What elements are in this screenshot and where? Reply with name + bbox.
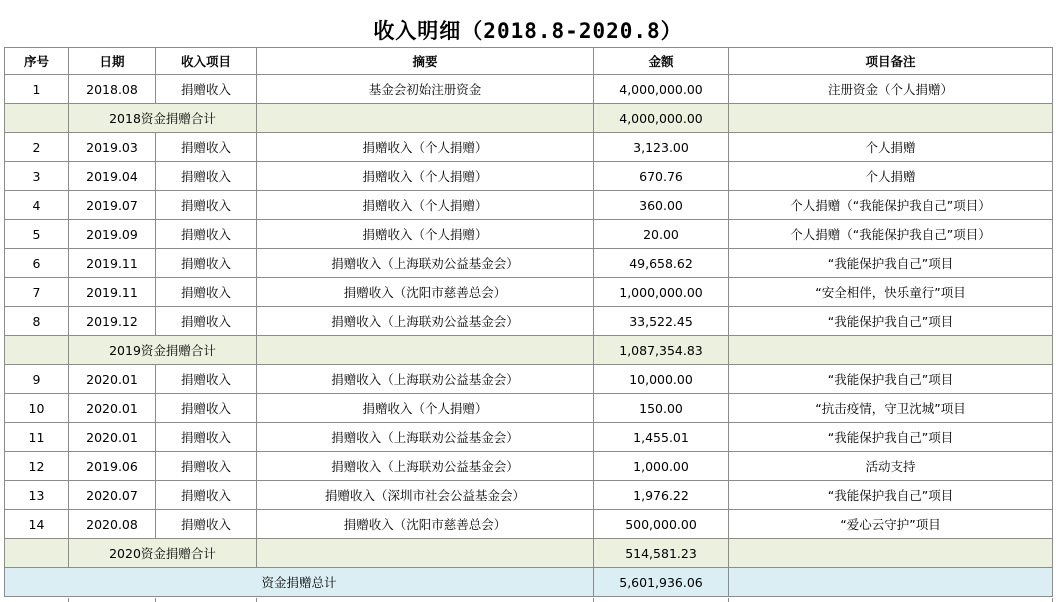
cell-date: 2019.04 (69, 162, 156, 191)
cell-item: 捐赠收入 (156, 510, 257, 539)
cell-item: 捐赠收入 (156, 278, 257, 307)
cell-empty (729, 539, 1053, 568)
gridline-stub (68, 598, 69, 602)
cell-remark: “安全相伴，快乐童行”项目 (729, 278, 1053, 307)
table-row (5, 394, 1053, 423)
cell-date: 2019.03 (69, 133, 156, 162)
cell-date: 2020.07 (69, 481, 156, 510)
cell-summary: 捐赠收入（个人捐赠） (257, 394, 594, 423)
cell-amount: 49,658.62 (594, 249, 729, 278)
cell-index: 6 (5, 249, 69, 278)
cell-remark: “抗击疫情，守卫沈城”项目 (729, 394, 1053, 423)
cell-item: 捐赠收入 (156, 394, 257, 423)
col-header-index: 序号 (5, 48, 69, 75)
cell-index: 13 (5, 481, 69, 510)
table-row (5, 307, 1053, 336)
subtotal-row-2019 (5, 336, 1053, 365)
cell-remark: “我能保护我自己”项目 (729, 481, 1053, 510)
subtotal-amount: 514,581.23 (594, 539, 729, 568)
cell-date: 2019.06 (69, 452, 156, 481)
cell-index: 4 (5, 191, 69, 220)
cell-date: 2020.01 (69, 394, 156, 423)
table-row (5, 249, 1053, 278)
table-row (5, 365, 1053, 394)
cell-amount: 1,976.22 (594, 481, 729, 510)
cell-amount: 1,455.01 (594, 423, 729, 452)
cell-remark: 个人捐赠（“我能保护我自己”项目） (729, 220, 1053, 249)
table-row (5, 278, 1053, 307)
income-detail-table (4, 47, 1053, 597)
subtotal-row-2020 (5, 539, 1053, 568)
cell-empty (257, 539, 594, 568)
cell-amount: 4,000,000.00 (594, 75, 729, 104)
gridline-stub (1052, 598, 1053, 602)
header-row (5, 48, 1053, 75)
cell-amount: 20.00 (594, 220, 729, 249)
subtotal-amount: 1,087,354.83 (594, 336, 729, 365)
cell-date: 2019.09 (69, 220, 156, 249)
cell-summary: 捐赠收入（深圳市社会公益基金会） (257, 481, 594, 510)
cell-item: 捐赠收入 (156, 481, 257, 510)
cell-index: 1 (5, 75, 69, 104)
cell-empty (5, 104, 69, 133)
col-header-summary: 摘要 (257, 48, 594, 75)
cell-amount: 1,000,000.00 (594, 278, 729, 307)
cell-date: 2019.11 (69, 249, 156, 278)
cell-item: 捐赠收入 (156, 423, 257, 452)
cell-summary: 捐赠收入（个人捐赠） (257, 191, 594, 220)
gridline-stub (256, 598, 257, 602)
cell-remark: “我能保护我自己”项目 (729, 307, 1053, 336)
cell-amount: 150.00 (594, 394, 729, 423)
cell-amount: 1,000.00 (594, 452, 729, 481)
cell-index: 9 (5, 365, 69, 394)
subtotal-label: 2020资金捐赠合计 (69, 539, 257, 568)
cell-empty (257, 336, 594, 365)
cell-item: 捐赠收入 (156, 307, 257, 336)
grand-total-label: 资金捐赠总计 (5, 568, 594, 597)
cell-item: 捐赠收入 (156, 365, 257, 394)
cell-remark: “我能保护我自己”项目 (729, 365, 1053, 394)
cell-amount: 3,123.00 (594, 133, 729, 162)
cell-remark: “我能保护我自己”项目 (729, 249, 1053, 278)
cell-amount: 33,522.45 (594, 307, 729, 336)
cell-index: 10 (5, 394, 69, 423)
cell-index: 5 (5, 220, 69, 249)
cell-date: 2019.12 (69, 307, 156, 336)
cell-remark: 个人捐赠（“我能保护我自己”项目） (729, 191, 1053, 220)
gridline-stub (155, 598, 156, 602)
table-row (5, 423, 1053, 452)
gridline-stub (728, 598, 729, 602)
cell-amount: 360.00 (594, 191, 729, 220)
cell-amount: 500,000.00 (594, 510, 729, 539)
cell-index: 7 (5, 278, 69, 307)
table-row (5, 162, 1053, 191)
cell-remark: 注册资金（个人捐赠） (729, 75, 1053, 104)
table-row (5, 191, 1053, 220)
cell-amount: 670.76 (594, 162, 729, 191)
cell-item: 捐赠收入 (156, 249, 257, 278)
cell-summary: 捐赠收入（沈阳市慈善总会） (257, 278, 594, 307)
cell-summary: 捐赠收入（个人捐赠） (257, 220, 594, 249)
subtotal-amount: 4,000,000.00 (594, 104, 729, 133)
table-row (5, 510, 1053, 539)
subtotal-label: 2019资金捐赠合计 (69, 336, 257, 365)
cell-index: 12 (5, 452, 69, 481)
cell-empty (729, 104, 1053, 133)
cell-index: 11 (5, 423, 69, 452)
cell-amount: 10,000.00 (594, 365, 729, 394)
subtotal-label: 2018资金捐赠合计 (69, 104, 257, 133)
cell-remark: 个人捐赠 (729, 133, 1053, 162)
cell-index: 2 (5, 133, 69, 162)
cell-item: 捐赠收入 (156, 452, 257, 481)
cell-item: 捐赠收入 (156, 75, 257, 104)
cell-empty (257, 104, 594, 133)
cell-summary: 捐赠收入（上海联劝公益基金会） (257, 452, 594, 481)
col-header-remark: 项目备注 (729, 48, 1053, 75)
col-header-income-item: 收入项目 (156, 48, 257, 75)
table-row (5, 75, 1053, 104)
cell-summary: 捐赠收入（沈阳市慈善总会） (257, 510, 594, 539)
table-row (5, 133, 1053, 162)
page-title: 收入明细（2018.8-2020.8） (373, 19, 683, 43)
cell-empty (729, 568, 1053, 597)
cell-summary: 捐赠收入（上海联劝公益基金会） (257, 307, 594, 336)
cell-empty (5, 539, 69, 568)
grand-total-amount: 5,601,936.06 (594, 568, 729, 597)
cell-item: 捐赠收入 (156, 191, 257, 220)
cell-remark: 活动支持 (729, 452, 1053, 481)
cell-remark: 个人捐赠 (729, 162, 1053, 191)
grand-total-row (5, 568, 1053, 597)
table-row (5, 481, 1053, 510)
cell-item: 捐赠收入 (156, 133, 257, 162)
cell-summary: 捐赠收入（个人捐赠） (257, 162, 594, 191)
cell-remark: “我能保护我自己”项目 (729, 423, 1053, 452)
cell-item: 捐赠收入 (156, 220, 257, 249)
cell-empty (729, 336, 1053, 365)
cell-index: 8 (5, 307, 69, 336)
cell-summary: 基金会初始注册资金 (257, 75, 594, 104)
cell-summary: 捐赠收入（上海联劝公益基金会） (257, 365, 594, 394)
subtotal-row-2018 (5, 104, 1053, 133)
table-row (5, 452, 1053, 481)
cell-date: 2019.11 (69, 278, 156, 307)
cell-summary: 捐赠收入（个人捐赠） (257, 133, 594, 162)
cell-date: 2020.01 (69, 365, 156, 394)
gridline-stub (593, 598, 594, 602)
cell-date: 2018.08 (69, 75, 156, 104)
cell-remark: “爱心云守护”项目 (729, 510, 1053, 539)
cell-index: 3 (5, 162, 69, 191)
cell-item: 捐赠收入 (156, 162, 257, 191)
cell-summary: 捐赠收入（上海联劝公益基金会） (257, 249, 594, 278)
cell-index: 14 (5, 510, 69, 539)
cell-date: 2019.07 (69, 191, 156, 220)
cell-date: 2020.08 (69, 510, 156, 539)
cell-date: 2020.01 (69, 423, 156, 452)
cell-empty (5, 336, 69, 365)
table-row (5, 220, 1053, 249)
col-header-date: 日期 (69, 48, 156, 75)
col-header-amount: 金额 (594, 48, 729, 75)
cell-summary: 捐赠收入（上海联劝公益基金会） (257, 423, 594, 452)
